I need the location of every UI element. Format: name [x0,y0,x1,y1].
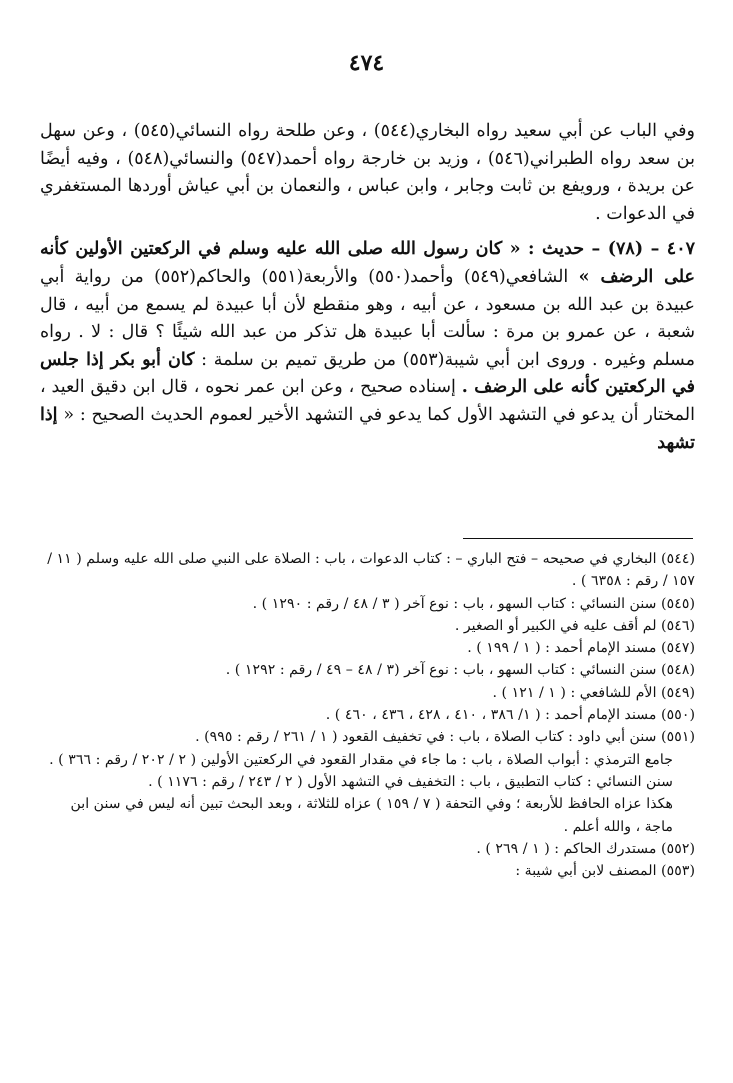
footnote: (٥٥١) سنن أبي داود : كتاب الصلاة ، باب : في تخفيف القعود ( ١ / ٢٦١ / رقم : ٩٩٥) . [195,729,695,746]
footnote: (٥٤٤) البخاري في صحيحه – فتح الباري – : كتاب الدعوات ، باب : الصلاة على النبي صلى الله عليه وسلم ( ١١ / ١٥٧ / رقم : ٦٣٥٨ ) . [47,551,695,590]
footnote-continuation: هكذا عزاه الحافظ للأربعة ؛ وفي التحفة ( ٧ / ١٥٩ ) عزاه للثلاثة ، وبعد البحث تبين أنه ليس في سنن ابن ماجة ، والله أعلم . [70,796,673,835]
page-number: ٤٧٤ [348,50,385,76]
footnote: (٥٥٣) المصنف لابن أبي شيبة : [515,863,695,880]
footnote: (٥٤٥) سنن النسائي : كتاب السهو ، باب : نوع آخر ( ٣ / ٤٨ / رقم : ١٢٩٠ ) . [252,595,695,612]
footnote: (٥٥٠) مسند الإمام أحمد : ( ١/ ٣٨٦ ، ٤١٠ ، ٤٢٨ ، ٤٣٦ ، ٤٦٠ ) . [325,707,695,724]
footnotes [40,548,695,882]
hadith-trailing-quote: إذا تشهد [40,404,695,453]
footnote: (٥٤٨) سنن النسائي : كتاب السهو ، باب : نوع آخر (٣ / ٤٨ – ٤٩ / رقم : ١٢٩٢ ) . [225,662,695,679]
footnote-continuation: جامع الترمذي : أبواب الصلاة ، باب : ما جاء في مقدار القعود في الركعتين الأولين ( ٢ / ٢٠٢ / رقم : ٣٦٦ ) . [49,751,673,768]
footnote: (٥٤٩) الأم للشافعي : ( ١ / ١٢١ ) . [492,684,695,701]
footnote-continuation: سنن النسائي : كتاب التطبيق ، باب : التخفيف في التشهد الأول ( ٢ / ٢٤٣ / رقم : ١١٧٦ ) . [148,773,673,790]
main-text [40,118,695,457]
hadith-sources: الشافعي(٥٤٩) وأحمد(٥٥٠) والأربعة(٥٥١) والحاكم(٥٥٢) من رواية أبي عبيدة بن عبد الله بن مسعود ، عن أبيه ، وهو منقطع لأن أبا عبيدة لم يسمع من أبيه ، قال شعبة ، عن عمرو بن مرة : سألت أبا عبيدة هل تذكر من عبد الله شيئًا ؟ قال : لا . رواه مسلم وغيره . وروى ابن أبي شيبة(٥٥٣) من طريق تميم بن سلمة : [40,266,695,370]
hadith-heading: ٤٠٧ – (٧٨) – حديث : « كان رسول الله صلى الله عليه وسلم في الركعتين الأولين كأنه على الرضف » [40,239,695,287]
footnote: (٥٥٢) مستدرك الحاكم : ( ١ / ٢٦٩ ) . [476,840,695,857]
hadith-commentary: إسناده صحيح ، وعن ابن عمر نحوه ، قال ابن دقيق العيد ، المختار أن يدعو في التشهد الأول كما يدعو في التشهد الأخير لعموم الحديث الصحيح : « [40,377,695,425]
hadith-quote: كان أبو بكر إذا جلس في الركعتين كأنه على الرضف . [40,349,696,398]
footnote: (٥٤٦) لم أقف عليه في الكبير أو الصغير . [454,617,695,634]
footnote: (٥٤٧) مسند الإمام أحمد : ( ١ / ١٩٩ ) . [467,640,695,657]
paragraph-related-narrations: وفي الباب عن أبي سعيد رواه البخاري(٥٤٤) ، وعن طلحة رواه النسائي(٥٤٥) ، وعن سهل بن سعد رواه الطبراني(٥٤٦) ، وزيد بن خارجة رواه أحمد(٥٤٧) والنسائي(٥٤٨) ، وفيه أيضًا عن بريدة ، ورويفع بن ثابت وجابر ، وابن عباس ، والنعمان بن أبي عياش أوردها المستغفري في الدعوات . [40,121,695,224]
footnote-separator [463,538,693,539]
hadith-paragraph [40,236,695,457]
